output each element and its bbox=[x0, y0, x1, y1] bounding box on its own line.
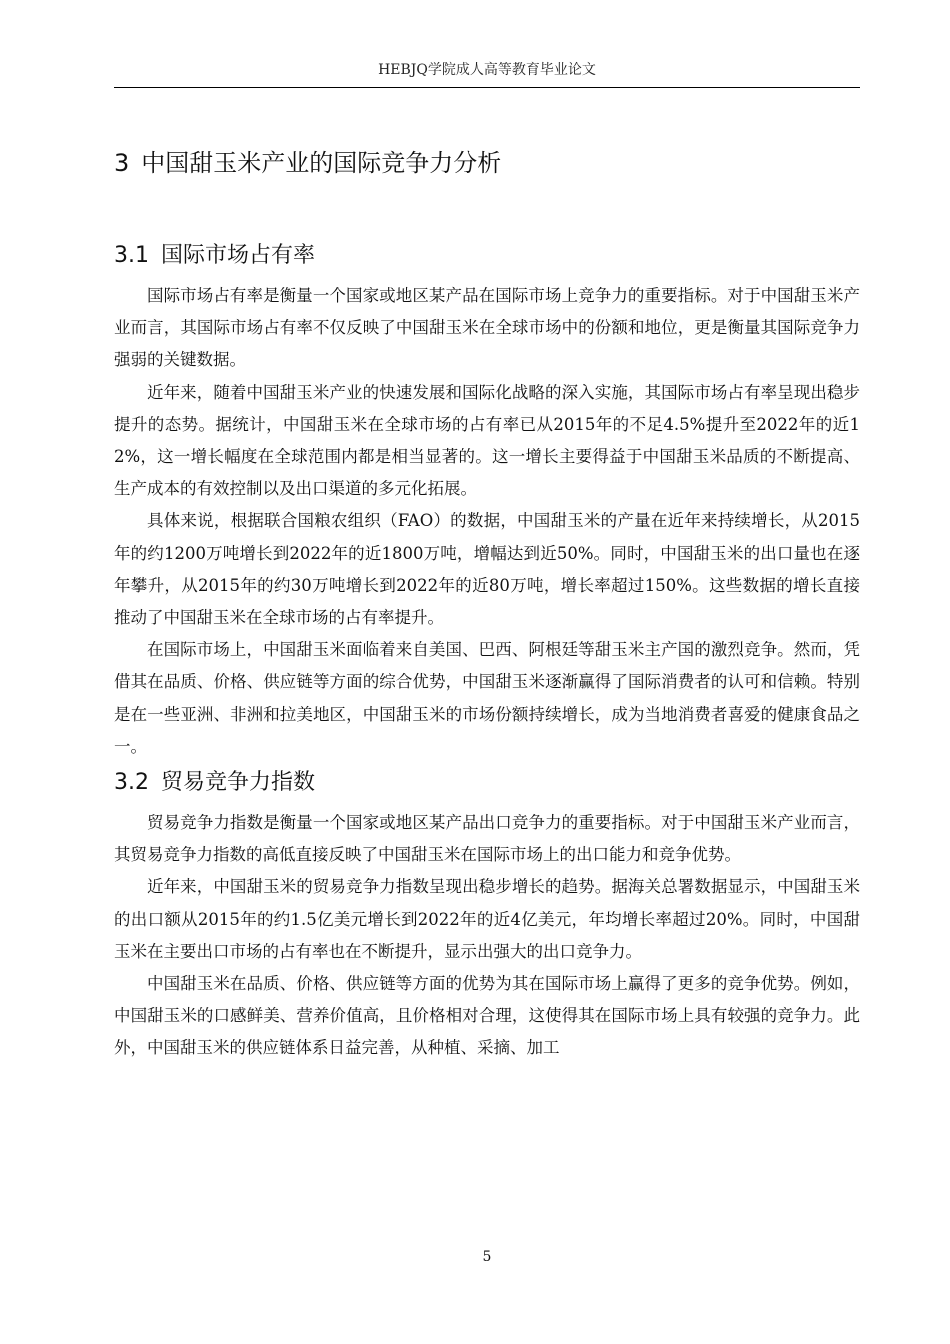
page-number: 5 bbox=[482, 1249, 492, 1265]
section-title bbox=[114, 236, 860, 276]
paragraph: 中国甜玉米在品质、价格、供应链等方面的优势为其在国际市场上赢得了更多的竞争优势。例如，中国甜玉米的口感鲜美、营养价值高，且价格相对合理，这使得其在国际市场上具有较强的竞争力。此外，中国甜玉米的供应链体系日益完善，从种植、采摘、加工 bbox=[114, 974, 860, 1058]
chapter-title-text: 中国甜玉米产业的国际竞争力分析 bbox=[141, 149, 502, 177]
section-number: 3.1 bbox=[114, 243, 149, 268]
paragraph: 在国际市场上，中国甜玉米面临着来自美国、巴西、阿根廷等甜玉米主产国的激烈竞争。然而，凭借其在品质、价格、供应链等方面的综合优势，中国甜玉米逐渐赢得了国际消费者的认可和信赖。特别是在一些亚洲、非洲和拉美地区，中国甜玉米的市场份额持续增长，成为当地消费者喜爱的健康食品之一。 bbox=[114, 640, 860, 756]
section-title-text: 贸易竞争力指数 bbox=[161, 770, 316, 796]
paragraph: 具体来说，根据联合国粮农组织（FAO）的数据，中国甜玉米的产量在近年来持续增长，从2015年的约1200万吨增长到2022年的近1800万吨，增幅达到近50%。同时，中国甜玉米的出口量也在逐年攀升，从2015年的约30万吨增长到2022年的近80万吨，增长率超过150%。这些数据的增长直接推动了中国甜玉米在全球市场的占有率提升。 bbox=[114, 511, 860, 628]
paragraph: 近年来，中国甜玉米的贸易竞争力指数呈现出稳步增长的趋势。据海关总署数据显示，中国甜玉米的出口额从2015年的约1.5亿美元增长到2022年的近4亿美元，年均增长率超过20%。同时，中国甜玉米在主要出口市场的占有率也在不断提升，显示出强大的出口竞争力。 bbox=[114, 877, 860, 961]
document-body bbox=[114, 140, 860, 1065]
chapter-number: 3 bbox=[114, 149, 130, 177]
chapter-title bbox=[114, 140, 860, 186]
page-header: HEBJQ学院成人高等教育毕业论文 bbox=[378, 62, 596, 78]
section-number: 3.2 bbox=[114, 770, 149, 796]
paragraph: 贸易竞争力指数是衡量一个国家或地区某产品出口竞争力的重要指标。对于中国甜玉米产业而言，其贸易竞争力指数的高低直接反映了中国甜玉米在国际市场上的出口能力和竞争优势。 bbox=[114, 813, 860, 865]
paragraph: 近年来，随着中国甜玉米产业的快速发展和国际化战略的深入实施，其国际市场占有率呈现出稳步提升的态势。据统计，中国甜玉米在全球市场的占有率已从2015年的不足4.5%提升至2022年的近12%，这一增长幅度在全球范围内都是相当显著的。这一增长主要得益于中国甜玉米品质的不断提高、生产成本的有效控制以及出口渠道的多元化拓展。 bbox=[114, 382, 860, 499]
header-divider bbox=[114, 87, 860, 88]
paragraph: 国际市场占有率是衡量一个国家或地区某产品在国际市场上竞争力的重要指标。对于中国甜玉米产业而言，其国际市场占有率不仅反映了中国甜玉米在全球市场中的份额和地位，更是衡量其国际竞争力强弱的关键数据。 bbox=[114, 286, 860, 370]
section-title bbox=[114, 763, 860, 803]
section-title-text: 国际市场占有率 bbox=[161, 243, 316, 268]
